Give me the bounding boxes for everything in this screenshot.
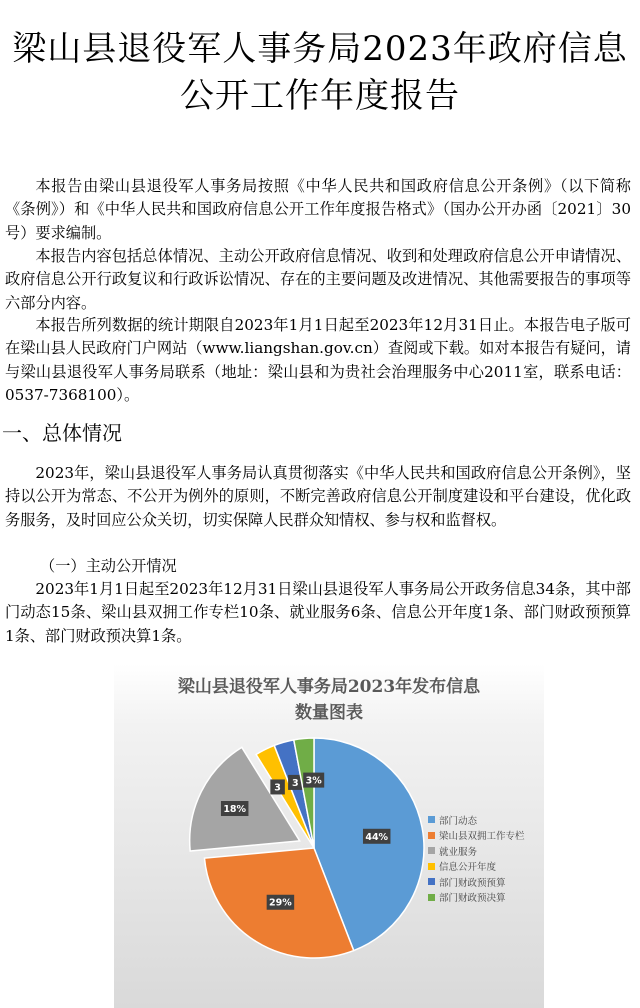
pie-data-label-text-5: 3	[292, 777, 299, 789]
chart-legend	[428, 812, 544, 905]
active-disclosure-paragraph: 2023年1月1日起至2023年12月31日梁山县退役军人事务局公开政务信息34条，其中部门动态15条、梁山县双拥工作专栏10条、就业服务6条、信息公开年度1条、部门财政预预算1条、部门财政预决算1条。	[5, 580, 631, 645]
pie-data-label-text-1: 44%	[365, 831, 389, 843]
pie-chart	[114, 664, 544, 1008]
legend-item-4	[428, 859, 544, 875]
pie-data-label-text-2: 29%	[269, 897, 292, 909]
legend-label-2: 梁山县双拥工作专栏	[439, 831, 525, 843]
subsection-heading-active-disclosure: （一）主动公开情况	[40, 557, 177, 575]
pie-data-label-text-3: 18%	[223, 804, 247, 816]
legend-swatch-3	[428, 847, 435, 854]
legend-item-2	[428, 828, 544, 844]
title-line-1: 梁山县退役军人事务局2023年政府信息	[12, 29, 628, 69]
intro-paragraph-1: 本报告由梁山县退役军人事务局按照《中华人民共和国政府信息公开条例》（以下简称《条例》）和《中华人民共和国政府信息公开工作年度报告格式》（国办公开办函〔2021〕30号）要求编制。	[5, 177, 631, 242]
overview-paragraph: 2023年，梁山县退役军人事务局认真贯彻落实《中华人民共和国政府信息公开条例》，坚持以公开为常态、不公开为例外的原则，不断完善政府信息公开制度建设和平台建设，优化政务服务，及时回应公众关切，切实保障人民群众知情权、参与权和监督权。	[5, 464, 631, 529]
intro-paragraph-3: 本报告所列数据的统计期限自2023年1月1日起至2023年12月31日止。本报告电子版可在梁山县人民政府门户网站（www.liangshan.gov.cn）查阅或下载。如对本报告有疑问，请与梁山县退役军人事务局联系（地址：梁山县和为贵社会治理服务中心2011室，联系电话：0537-7368100）。	[5, 316, 631, 404]
chart-title-line-1: 梁山县退役军人事务局2023年发布信息	[177, 677, 481, 697]
title-line-2: 公开工作年度报告	[180, 76, 460, 116]
legend-swatch-1	[428, 816, 435, 823]
legend-swatch-2	[428, 832, 435, 839]
section-heading-overview: 一、总体情况	[2, 421, 122, 445]
legend-item-6	[428, 890, 544, 906]
pie-data-label-1	[363, 829, 391, 844]
legend-label-6: 部门财政预决算	[439, 893, 506, 905]
legend-swatch-5	[428, 878, 435, 885]
pie-data-label-2	[267, 895, 295, 910]
pie-data-label-4	[270, 779, 285, 794]
legend-item-1	[428, 812, 544, 828]
pie-data-label-3	[221, 801, 249, 816]
pie-data-label-text-4: 3	[274, 782, 281, 794]
legend-swatch-6	[428, 894, 435, 901]
legend-item-5	[428, 874, 544, 890]
legend-label-4: 信息公开年度	[439, 862, 497, 874]
legend-item-3	[428, 843, 544, 859]
chart-title-line-2: 数量图表	[295, 703, 363, 723]
pie-data-label-6	[303, 773, 324, 788]
legend-label-1: 部门动态	[439, 815, 478, 827]
document-title	[0, 26, 640, 120]
legend-swatch-4	[428, 863, 435, 870]
legend-label-5: 部门财政预预算	[439, 877, 506, 889]
pie-data-label-text-6: 3%	[305, 775, 322, 787]
legend-label-3: 就业服务	[439, 846, 478, 858]
intro-paragraph-2: 本报告内容包括总体情况、主动公开政府信息情况、收到和处理政府信息公开申请情况、政府信息公开行政复议和行政诉讼情况、存在的主要问题及改进情况、其他需要报告的事项等六部分内容。	[5, 247, 631, 312]
